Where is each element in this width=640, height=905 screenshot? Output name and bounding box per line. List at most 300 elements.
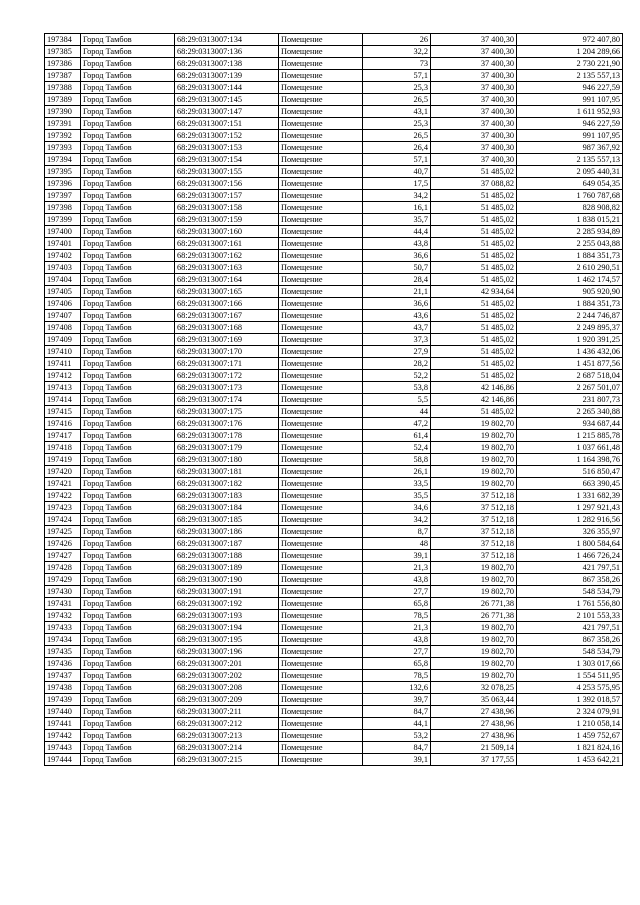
object-type-cell: Помещение [279, 586, 363, 598]
unit-value-cell: 37 512,18 [431, 526, 517, 538]
row-id-cell: 197440 [45, 706, 81, 718]
row-id-cell: 197386 [45, 58, 81, 70]
object-type-cell: Помещение [279, 718, 363, 730]
unit-value-cell: 37 512,18 [431, 550, 517, 562]
table-row [45, 514, 623, 526]
cadastral-value-cell: 2 265 340,88 [517, 406, 623, 418]
area-cell: 26,5 [363, 94, 431, 106]
row-id-cell: 197424 [45, 514, 81, 526]
object-type-cell: Помещение [279, 526, 363, 538]
object-type-cell: Помещение [279, 250, 363, 262]
row-id-cell: 197443 [45, 742, 81, 754]
unit-value-cell: 51 485,02 [431, 226, 517, 238]
object-type-cell: Помещение [279, 310, 363, 322]
city-cell: Город Тамбов [81, 610, 175, 622]
row-id-cell: 197387 [45, 70, 81, 82]
cadastral-number-cell: 68:29:0313007:196 [175, 646, 279, 658]
object-type-cell: Помещение [279, 382, 363, 394]
row-id-cell: 197385 [45, 46, 81, 58]
table-row [45, 178, 623, 190]
cadastral-value-cell: 516 850,47 [517, 466, 623, 478]
city-cell: Город Тамбов [81, 370, 175, 382]
cadastral-number-cell: 68:29:0313007:194 [175, 622, 279, 634]
object-type-cell: Помещение [279, 478, 363, 490]
unit-value-cell: 37 400,30 [431, 34, 517, 46]
unit-value-cell: 51 485,02 [431, 406, 517, 418]
city-cell: Город Тамбов [81, 538, 175, 550]
area-cell: 34,2 [363, 514, 431, 526]
cadastral-value-cell: 326 355,97 [517, 526, 623, 538]
unit-value-cell: 35 063,44 [431, 694, 517, 706]
cadastral-value-cell: 1 331 682,39 [517, 490, 623, 502]
cadastral-number-cell: 68:29:0313007:168 [175, 322, 279, 334]
cadastral-number-cell: 68:29:0313007:167 [175, 310, 279, 322]
object-type-cell: Помещение [279, 118, 363, 130]
object-type-cell: Помещение [279, 58, 363, 70]
area-cell: 43,7 [363, 322, 431, 334]
table-row [45, 598, 623, 610]
object-type-cell: Помещение [279, 754, 363, 766]
table-row [45, 430, 623, 442]
cadastral-value-cell: 548 534,79 [517, 646, 623, 658]
city-cell: Город Тамбов [81, 274, 175, 286]
cadastral-number-cell: 68:29:0313007:212 [175, 718, 279, 730]
area-cell: 36,6 [363, 298, 431, 310]
row-id-cell: 197410 [45, 346, 81, 358]
table-row [45, 274, 623, 286]
cadastral-number-cell: 68:29:0313007:162 [175, 250, 279, 262]
cadastral-value-cell: 828 908,82 [517, 202, 623, 214]
row-id-cell: 197402 [45, 250, 81, 262]
unit-value-cell: 51 485,02 [431, 298, 517, 310]
property-registry-table [44, 33, 623, 766]
table-row [45, 226, 623, 238]
unit-value-cell: 51 485,02 [431, 322, 517, 334]
table-row [45, 370, 623, 382]
row-id-cell: 197432 [45, 610, 81, 622]
unit-value-cell: 19 802,70 [431, 442, 517, 454]
cadastral-number-cell: 68:29:0313007:153 [175, 142, 279, 154]
row-id-cell: 197384 [45, 34, 81, 46]
object-type-cell: Помещение [279, 190, 363, 202]
area-cell: 35,5 [363, 490, 431, 502]
city-cell: Город Тамбов [81, 106, 175, 118]
object-type-cell: Помещение [279, 466, 363, 478]
row-id-cell: 197420 [45, 466, 81, 478]
row-id-cell: 197421 [45, 478, 81, 490]
row-id-cell: 197403 [45, 262, 81, 274]
cadastral-value-cell: 4 253 575,95 [517, 682, 623, 694]
city-cell: Город Тамбов [81, 466, 175, 478]
cadastral-value-cell: 1 466 726,24 [517, 550, 623, 562]
unit-value-cell: 51 485,02 [431, 238, 517, 250]
cadastral-number-cell: 68:29:0313007:208 [175, 682, 279, 694]
unit-value-cell: 51 485,02 [431, 214, 517, 226]
city-cell: Город Тамбов [81, 82, 175, 94]
object-type-cell: Помещение [279, 550, 363, 562]
cadastral-number-cell: 68:29:0313007:184 [175, 502, 279, 514]
cadastral-value-cell: 1 164 398,76 [517, 454, 623, 466]
unit-value-cell: 19 802,70 [431, 418, 517, 430]
cadastral-number-cell: 68:29:0313007:188 [175, 550, 279, 562]
unit-value-cell: 19 802,70 [431, 430, 517, 442]
object-type-cell: Помещение [279, 670, 363, 682]
cadastral-value-cell: 946 227,59 [517, 82, 623, 94]
unit-value-cell: 37 512,18 [431, 538, 517, 550]
row-id-cell: 197397 [45, 190, 81, 202]
row-id-cell: 197400 [45, 226, 81, 238]
object-type-cell: Помещение [279, 142, 363, 154]
cadastral-value-cell: 1 761 556,80 [517, 598, 623, 610]
area-cell: 52,4 [363, 442, 431, 454]
cadastral-number-cell: 68:29:0313007:214 [175, 742, 279, 754]
table-row [45, 250, 623, 262]
city-cell: Город Тамбов [81, 334, 175, 346]
city-cell: Город Тамбов [81, 358, 175, 370]
city-cell: Город Тамбов [81, 406, 175, 418]
table-row [45, 718, 623, 730]
table-row [45, 634, 623, 646]
row-id-cell: 197438 [45, 682, 81, 694]
city-cell: Город Тамбов [81, 586, 175, 598]
row-id-cell: 197437 [45, 670, 81, 682]
city-cell: Город Тамбов [81, 634, 175, 646]
city-cell: Город Тамбов [81, 298, 175, 310]
object-type-cell: Помещение [279, 490, 363, 502]
city-cell: Город Тамбов [81, 646, 175, 658]
city-cell: Город Тамбов [81, 250, 175, 262]
row-id-cell: 197406 [45, 298, 81, 310]
row-id-cell: 197444 [45, 754, 81, 766]
city-cell: Город Тамбов [81, 574, 175, 586]
row-id-cell: 197435 [45, 646, 81, 658]
table-row [45, 490, 623, 502]
cadastral-number-cell: 68:29:0313007:170 [175, 346, 279, 358]
object-type-cell: Помещение [279, 334, 363, 346]
table-row [45, 214, 623, 226]
cadastral-number-cell: 68:29:0313007:185 [175, 514, 279, 526]
row-id-cell: 197390 [45, 106, 81, 118]
unit-value-cell: 37 400,30 [431, 46, 517, 58]
area-cell: 27,7 [363, 586, 431, 598]
cadastral-value-cell: 2 285 934,89 [517, 226, 623, 238]
table-row [45, 70, 623, 82]
table-body [45, 34, 623, 766]
city-cell: Город Тамбов [81, 754, 175, 766]
table-row [45, 502, 623, 514]
city-cell: Город Тамбов [81, 286, 175, 298]
cadastral-number-cell: 68:29:0313007:159 [175, 214, 279, 226]
table-row [45, 478, 623, 490]
object-type-cell: Помещение [279, 418, 363, 430]
unit-value-cell: 37 400,30 [431, 154, 517, 166]
row-id-cell: 197409 [45, 334, 81, 346]
object-type-cell: Помещение [279, 322, 363, 334]
object-type-cell: Помещение [279, 154, 363, 166]
city-cell: Город Тамбов [81, 238, 175, 250]
object-type-cell: Помещение [279, 598, 363, 610]
row-id-cell: 197416 [45, 418, 81, 430]
table-row [45, 46, 623, 58]
table-row [45, 574, 623, 586]
cadastral-value-cell: 1 392 018,57 [517, 694, 623, 706]
cadastral-number-cell: 68:29:0313007:172 [175, 370, 279, 382]
table-row [45, 310, 623, 322]
unit-value-cell: 37 088,82 [431, 178, 517, 190]
object-type-cell: Помещение [279, 658, 363, 670]
area-cell: 73 [363, 58, 431, 70]
cadastral-number-cell: 68:29:0313007:171 [175, 358, 279, 370]
area-cell: 52,2 [363, 370, 431, 382]
table-row [45, 262, 623, 274]
table-row [45, 58, 623, 70]
area-cell: 34,2 [363, 190, 431, 202]
registry-page [44, 33, 622, 766]
city-cell: Город Тамбов [81, 562, 175, 574]
cadastral-value-cell: 1 210 058,14 [517, 718, 623, 730]
city-cell: Город Тамбов [81, 202, 175, 214]
cadastral-value-cell: 946 227,59 [517, 118, 623, 130]
object-type-cell: Помещение [279, 610, 363, 622]
table-row [45, 682, 623, 694]
cadastral-number-cell: 68:29:0313007:182 [175, 478, 279, 490]
area-cell: 26,5 [363, 130, 431, 142]
row-id-cell: 197441 [45, 718, 81, 730]
cadastral-value-cell: 2 249 895,37 [517, 322, 623, 334]
unit-value-cell: 51 485,02 [431, 334, 517, 346]
cadastral-number-cell: 68:29:0313007:134 [175, 34, 279, 46]
unit-value-cell: 19 802,70 [431, 466, 517, 478]
cadastral-value-cell: 1 453 642,21 [517, 754, 623, 766]
object-type-cell: Помещение [279, 106, 363, 118]
object-type-cell: Помещение [279, 502, 363, 514]
row-id-cell: 197388 [45, 82, 81, 94]
city-cell: Город Тамбов [81, 478, 175, 490]
table-row [45, 550, 623, 562]
table-row [45, 610, 623, 622]
city-cell: Город Тамбов [81, 622, 175, 634]
table-row [45, 130, 623, 142]
area-cell: 40,7 [363, 166, 431, 178]
row-id-cell: 197429 [45, 574, 81, 586]
cadastral-number-cell: 68:29:0313007:160 [175, 226, 279, 238]
city-cell: Город Тамбов [81, 310, 175, 322]
table-row [45, 742, 623, 754]
cadastral-value-cell: 1 884 351,73 [517, 298, 623, 310]
area-cell: 65,8 [363, 598, 431, 610]
city-cell: Город Тамбов [81, 742, 175, 754]
cadastral-value-cell: 1 451 877,56 [517, 358, 623, 370]
object-type-cell: Помещение [279, 346, 363, 358]
unit-value-cell: 19 802,70 [431, 574, 517, 586]
area-cell: 44 [363, 406, 431, 418]
cadastral-value-cell: 1 303 017,66 [517, 658, 623, 670]
cadastral-value-cell: 972 407,80 [517, 34, 623, 46]
unit-value-cell: 37 400,30 [431, 130, 517, 142]
object-type-cell: Помещение [279, 622, 363, 634]
cadastral-value-cell: 1 297 921,43 [517, 502, 623, 514]
cadastral-number-cell: 68:29:0313007:175 [175, 406, 279, 418]
unit-value-cell: 51 485,02 [431, 250, 517, 262]
unit-value-cell: 37 177,55 [431, 754, 517, 766]
cadastral-number-cell: 68:29:0313007:193 [175, 610, 279, 622]
area-cell: 36,6 [363, 250, 431, 262]
object-type-cell: Помещение [279, 562, 363, 574]
city-cell: Город Тамбов [81, 550, 175, 562]
row-id-cell: 197430 [45, 586, 81, 598]
cadastral-value-cell: 2 255 043,88 [517, 238, 623, 250]
cadastral-value-cell: 1 459 752,67 [517, 730, 623, 742]
cadastral-number-cell: 68:29:0313007:213 [175, 730, 279, 742]
unit-value-cell: 51 485,02 [431, 262, 517, 274]
area-cell: 78,5 [363, 610, 431, 622]
unit-value-cell: 19 802,70 [431, 658, 517, 670]
area-cell: 21,3 [363, 622, 431, 634]
city-cell: Город Тамбов [81, 262, 175, 274]
area-cell: 34,6 [363, 502, 431, 514]
cadastral-value-cell: 1 821 824,16 [517, 742, 623, 754]
table-row [45, 190, 623, 202]
cadastral-value-cell: 2 730 221,90 [517, 58, 623, 70]
cadastral-value-cell: 934 687,44 [517, 418, 623, 430]
unit-value-cell: 37 512,18 [431, 502, 517, 514]
row-id-cell: 197419 [45, 454, 81, 466]
city-cell: Город Тамбов [81, 154, 175, 166]
row-id-cell: 197411 [45, 358, 81, 370]
unit-value-cell: 37 400,30 [431, 118, 517, 130]
cadastral-value-cell: 421 797,51 [517, 562, 623, 574]
table-row [45, 706, 623, 718]
row-id-cell: 197427 [45, 550, 81, 562]
row-id-cell: 197418 [45, 442, 81, 454]
city-cell: Город Тамбов [81, 430, 175, 442]
object-type-cell: Помещение [279, 454, 363, 466]
area-cell: 43,8 [363, 634, 431, 646]
row-id-cell: 197407 [45, 310, 81, 322]
area-cell: 39,1 [363, 550, 431, 562]
object-type-cell: Помещение [279, 130, 363, 142]
object-type-cell: Помещение [279, 514, 363, 526]
unit-value-cell: 32 078,25 [431, 682, 517, 694]
row-id-cell: 197394 [45, 154, 81, 166]
area-cell: 43,8 [363, 238, 431, 250]
cadastral-number-cell: 68:29:0313007:158 [175, 202, 279, 214]
cadastral-number-cell: 68:29:0313007:145 [175, 94, 279, 106]
city-cell: Город Тамбов [81, 34, 175, 46]
cadastral-number-cell: 68:29:0313007:139 [175, 70, 279, 82]
object-type-cell: Помещение [279, 46, 363, 58]
cadastral-number-cell: 68:29:0313007:136 [175, 46, 279, 58]
row-id-cell: 197396 [45, 178, 81, 190]
unit-value-cell: 26 771,38 [431, 598, 517, 610]
cadastral-value-cell: 1 920 391,25 [517, 334, 623, 346]
area-cell: 39,1 [363, 754, 431, 766]
row-id-cell: 197398 [45, 202, 81, 214]
area-cell: 84,7 [363, 706, 431, 718]
object-type-cell: Помещение [279, 406, 363, 418]
city-cell: Город Тамбов [81, 394, 175, 406]
cadastral-number-cell: 68:29:0313007:178 [175, 430, 279, 442]
object-type-cell: Помещение [279, 370, 363, 382]
object-type-cell: Помещение [279, 634, 363, 646]
area-cell: 17,5 [363, 178, 431, 190]
cadastral-value-cell: 231 807,73 [517, 394, 623, 406]
city-cell: Город Тамбов [81, 658, 175, 670]
cadastral-value-cell: 1 800 584,64 [517, 538, 623, 550]
cadastral-value-cell: 1 462 174,57 [517, 274, 623, 286]
area-cell: 57,1 [363, 154, 431, 166]
object-type-cell: Помещение [279, 646, 363, 658]
area-cell: 28,2 [363, 358, 431, 370]
unit-value-cell: 51 485,02 [431, 274, 517, 286]
cadastral-number-cell: 68:29:0313007:157 [175, 190, 279, 202]
area-cell: 44,4 [363, 226, 431, 238]
cadastral-number-cell: 68:29:0313007:161 [175, 238, 279, 250]
table-row [45, 334, 623, 346]
cadastral-value-cell: 1 611 952,93 [517, 106, 623, 118]
unit-value-cell: 37 400,30 [431, 106, 517, 118]
row-id-cell: 197408 [45, 322, 81, 334]
table-row [45, 94, 623, 106]
table-row [45, 526, 623, 538]
cadastral-number-cell: 68:29:0313007:176 [175, 418, 279, 430]
cadastral-value-cell: 2 324 079,91 [517, 706, 623, 718]
area-cell: 37,3 [363, 334, 431, 346]
object-type-cell: Помещение [279, 394, 363, 406]
cadastral-number-cell: 68:29:0313007:187 [175, 538, 279, 550]
row-id-cell: 197401 [45, 238, 81, 250]
cadastral-value-cell: 867 358,26 [517, 574, 623, 586]
cadastral-number-cell: 68:29:0313007:147 [175, 106, 279, 118]
city-cell: Город Тамбов [81, 118, 175, 130]
city-cell: Город Тамбов [81, 490, 175, 502]
unit-value-cell: 37 400,30 [431, 70, 517, 82]
city-cell: Город Тамбов [81, 730, 175, 742]
table-row [45, 118, 623, 130]
cadastral-value-cell: 1 282 916,56 [517, 514, 623, 526]
unit-value-cell: 19 802,70 [431, 634, 517, 646]
table-row [45, 298, 623, 310]
unit-value-cell: 42 146,86 [431, 394, 517, 406]
city-cell: Город Тамбов [81, 322, 175, 334]
area-cell: 43,1 [363, 106, 431, 118]
area-cell: 57,1 [363, 70, 431, 82]
unit-value-cell: 51 485,02 [431, 370, 517, 382]
table-row [45, 466, 623, 478]
cadastral-value-cell: 421 797,51 [517, 622, 623, 634]
city-cell: Город Тамбов [81, 502, 175, 514]
cadastral-number-cell: 68:29:0313007:165 [175, 286, 279, 298]
unit-value-cell: 19 802,70 [431, 670, 517, 682]
cadastral-value-cell: 1 554 511,95 [517, 670, 623, 682]
area-cell: 28,4 [363, 274, 431, 286]
table-row [45, 322, 623, 334]
city-cell: Город Тамбов [81, 70, 175, 82]
cadastral-value-cell: 2 135 557,13 [517, 154, 623, 166]
cadastral-number-cell: 68:29:0313007:169 [175, 334, 279, 346]
city-cell: Город Тамбов [81, 58, 175, 70]
unit-value-cell: 27 438,96 [431, 706, 517, 718]
cadastral-number-cell: 68:29:0313007:166 [175, 298, 279, 310]
row-id-cell: 197413 [45, 382, 81, 394]
city-cell: Город Тамбов [81, 694, 175, 706]
object-type-cell: Помещение [279, 70, 363, 82]
area-cell: 33,5 [363, 478, 431, 490]
city-cell: Город Тамбов [81, 454, 175, 466]
area-cell: 132,6 [363, 682, 431, 694]
row-id-cell: 197439 [45, 694, 81, 706]
city-cell: Город Тамбов [81, 130, 175, 142]
